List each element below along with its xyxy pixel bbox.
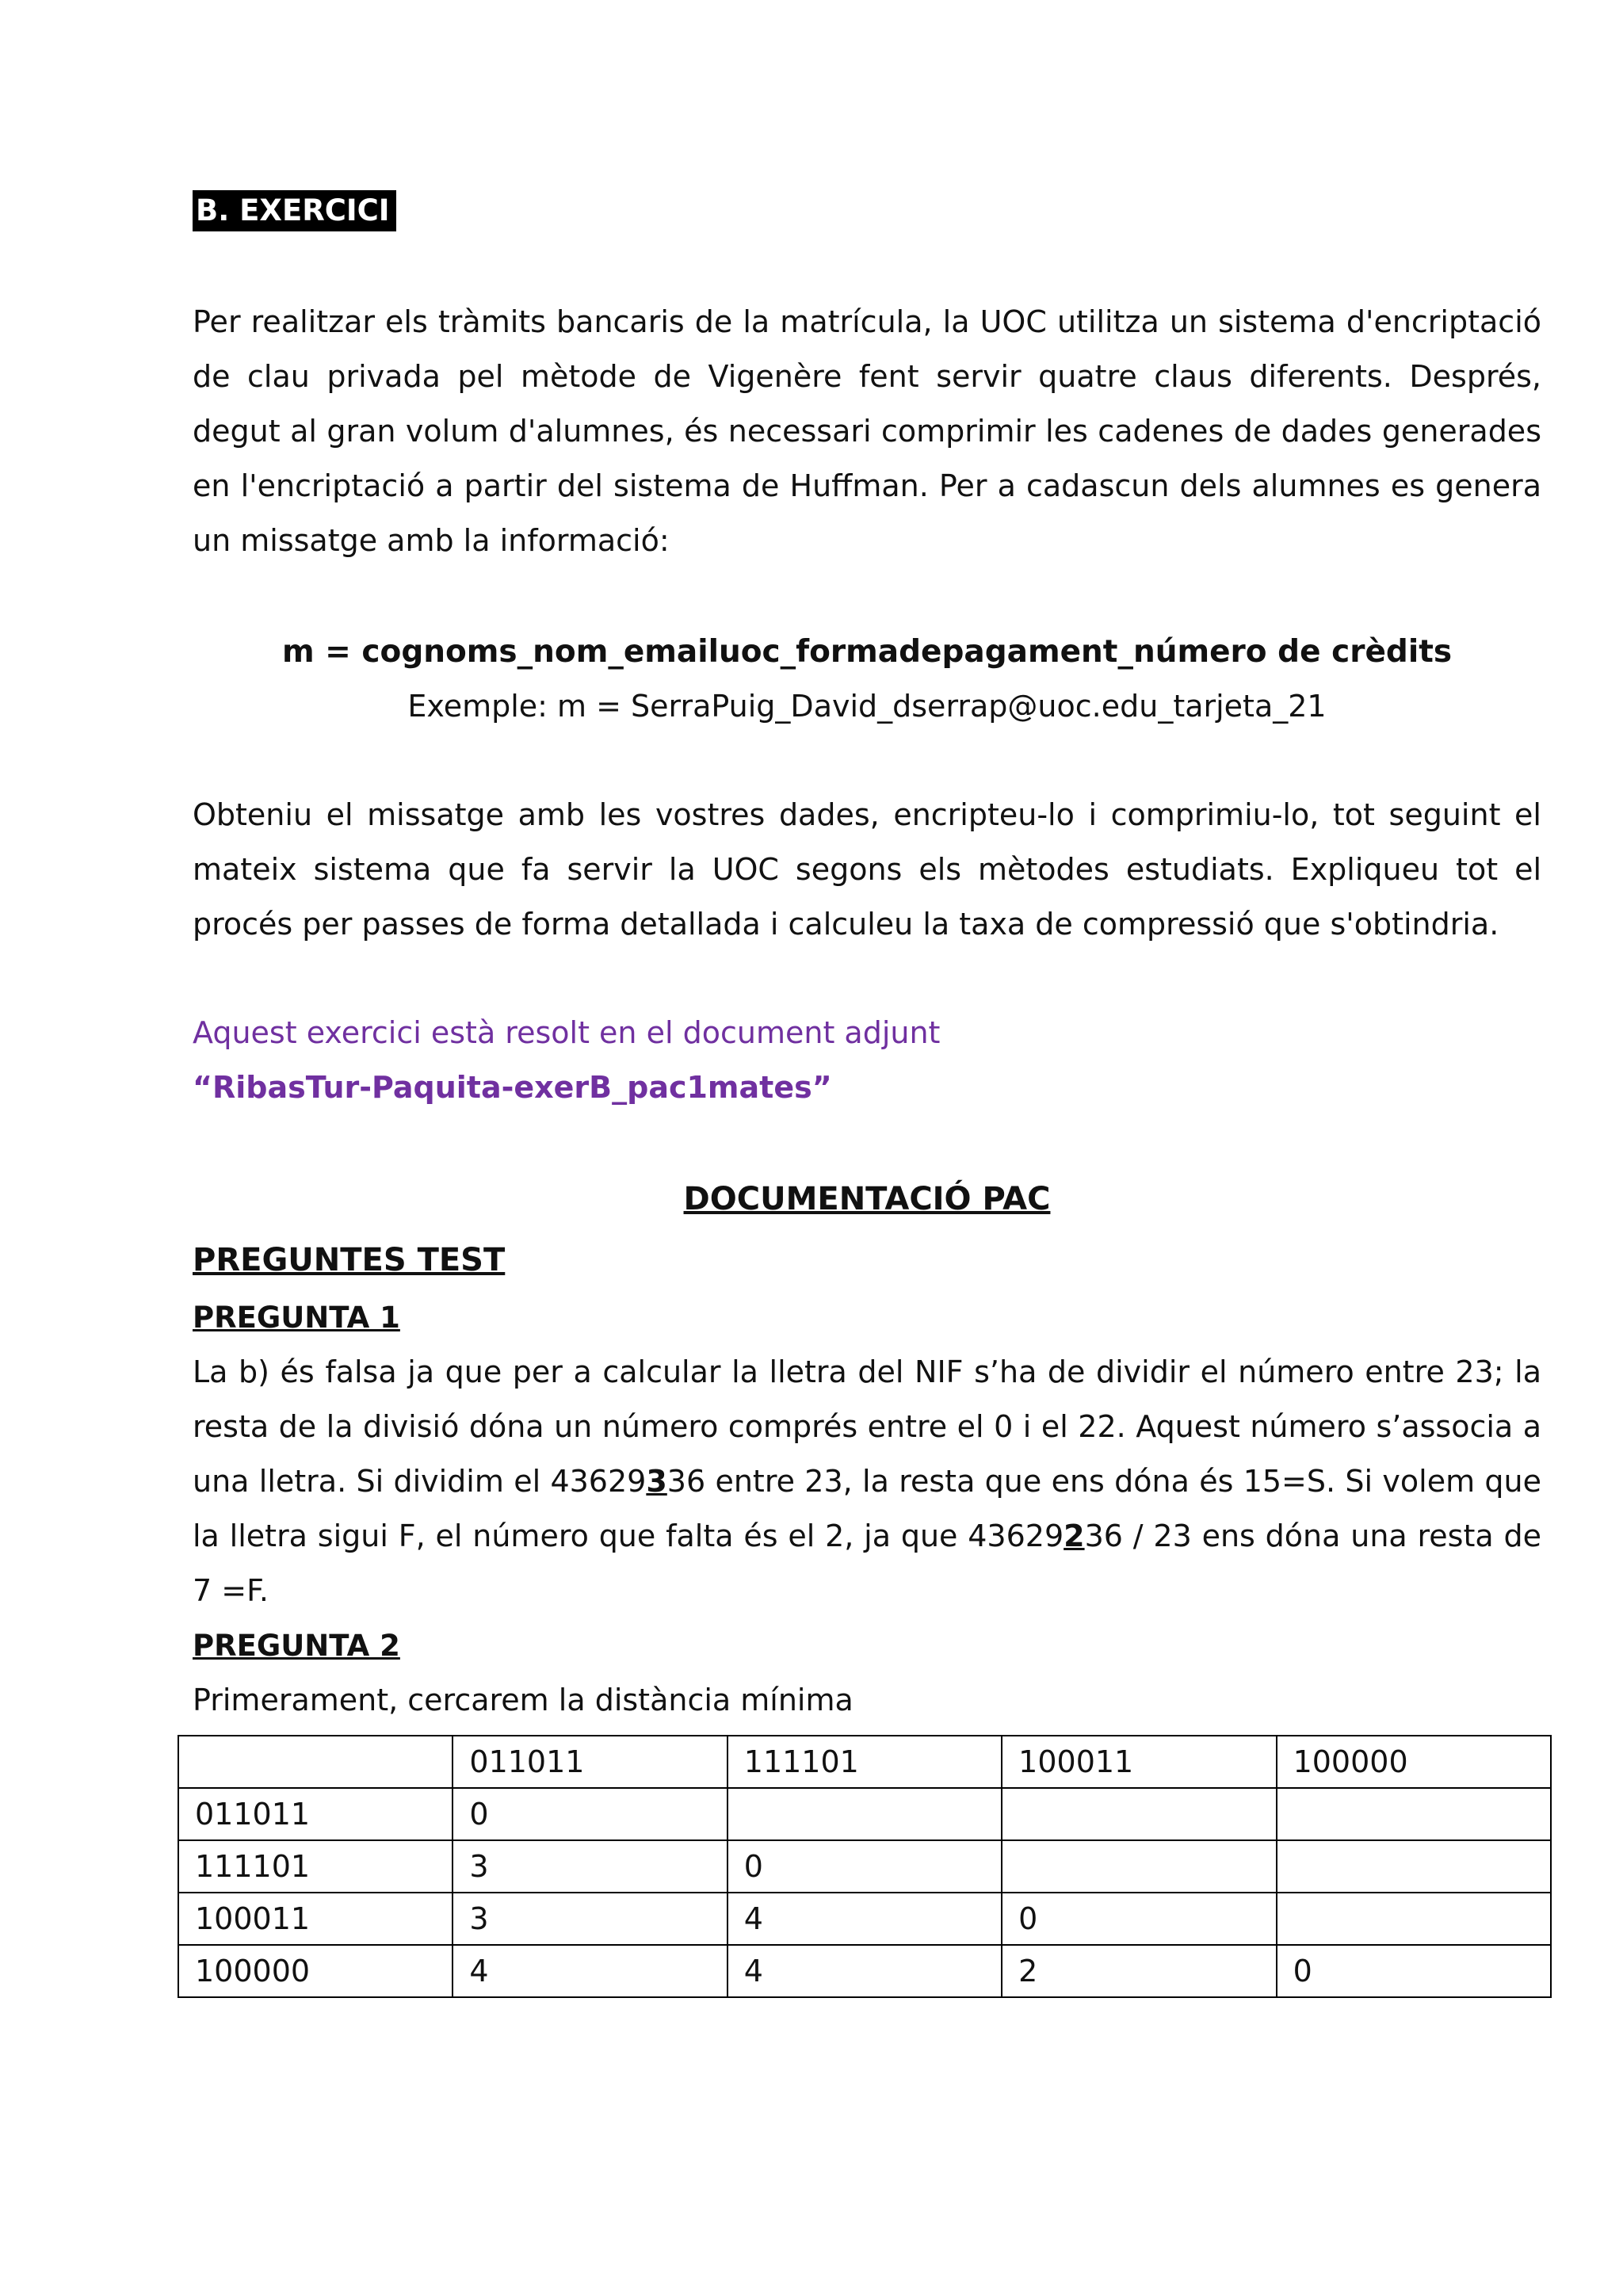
question-2-intro: Primerament, cercarem la distància mínima bbox=[193, 1683, 854, 1717]
table-cell: 0 bbox=[1002, 1893, 1276, 1945]
question-1-text-b: 36 entre 23, la resta que ens dóna és 15=S. Si volem que la lletra sigui F, el número que falta és el 2, ja que 43629 bbox=[193, 1464, 1541, 1553]
table-cell: 2 bbox=[1002, 1945, 1276, 1997]
section-label: B. EXERCICI bbox=[193, 190, 396, 231]
table-cell bbox=[1002, 1840, 1276, 1893]
table-cell bbox=[727, 1788, 1002, 1840]
table-header-row bbox=[178, 1736, 1551, 1788]
table-row bbox=[178, 1945, 1551, 1997]
table-row bbox=[178, 1840, 1551, 1893]
table-cell: 3 bbox=[453, 1893, 727, 1945]
solution-file-name: “RibasTur-Paquita-exerB_pac1mates” bbox=[193, 1070, 832, 1105]
message-example: Exemple: m = SerraPuig_David_dserrap@uoc.edu_tarjeta_21 bbox=[407, 689, 1327, 724]
table-cell: 3 bbox=[453, 1840, 727, 1893]
table-cell: 4 bbox=[453, 1945, 727, 1997]
table-row-label: 011011 bbox=[178, 1788, 453, 1840]
table-cell bbox=[1277, 1788, 1551, 1840]
table-header-cell: 100000 bbox=[1277, 1736, 1551, 1788]
table-cell: 0 bbox=[727, 1840, 1002, 1893]
table-cell: 0 bbox=[453, 1788, 727, 1840]
question-1-text-c: 36 / 23 ens dóna una resta de 7 =F. bbox=[193, 1519, 1541, 1608]
message-formula: m = cognoms_nom_emailuoc_formadepagament_número de crèdits bbox=[281, 634, 1453, 670]
task-paragraph: Obteniu el missatge amb les vostres dades, encripteu-lo i comprimiu-lo, tot seguint el mateix sistema que fa servir la UOC segons els mètodes estudiats. Expliqueu tot el procés per passes de forma detallada i calculeu la taxa de compressió que s'obtindria. bbox=[193, 797, 1541, 942]
question-1-answer bbox=[193, 1345, 1541, 1618]
question-1-text-a: La b) és falsa ja que per a calcular la lletra del NIF s’ha de dividir el número entre 23; la resta de la divisió dóna un número comprés entre el 0 i el 22. Aquest número s’associa a una lletra. Si dividim el 43629 bbox=[193, 1354, 1541, 1499]
table-row bbox=[178, 1788, 1551, 1840]
intro-paragraph: Per realitzar els tràmits bancaris de la matrícula, la UOC utilitza un sistema d'encriptació de clau privada pel mètode de Vigenère fent servir quatre claus diferents. Després, degut al gran volum d'alumnes, és necessari comprimir les cadenes de dades generades en l'encriptació a partir del sistema de Huffman. Per a cadascun dels alumnes es genera un missatge amb la informació: bbox=[193, 304, 1541, 558]
table-row-label: 100011 bbox=[178, 1893, 453, 1945]
table-cell bbox=[1277, 1840, 1551, 1893]
question-1-digit-a: 3 bbox=[646, 1464, 667, 1499]
question-1-digit-b: 2 bbox=[1064, 1519, 1085, 1553]
table-cell bbox=[1277, 1893, 1551, 1945]
documentation-title: DOCUMENTACIÓ PAC bbox=[683, 1181, 1051, 1217]
hamming-distance-table bbox=[178, 1735, 1552, 1998]
question-2-title: PREGUNTA 2 bbox=[193, 1629, 400, 1663]
table-header-cell: 011011 bbox=[453, 1736, 727, 1788]
table-cell: 4 bbox=[727, 1893, 1002, 1945]
table-header-cell bbox=[178, 1736, 453, 1788]
table-cell: 4 bbox=[727, 1945, 1002, 1997]
test-questions-title: PREGUNTES TEST bbox=[193, 1242, 506, 1278]
distance-table-body bbox=[178, 1736, 1551, 1997]
table-row bbox=[178, 1893, 1551, 1945]
table-header-cell: 100011 bbox=[1002, 1736, 1276, 1788]
table-row-label: 100000 bbox=[178, 1945, 453, 1997]
table-cell bbox=[1002, 1788, 1276, 1840]
table-header-cell: 111101 bbox=[727, 1736, 1002, 1788]
solution-note: Aquest exercici està resolt en el document adjunt bbox=[193, 1015, 941, 1050]
table-row-label: 111101 bbox=[178, 1840, 453, 1893]
question-1-title: PREGUNTA 1 bbox=[193, 1301, 400, 1335]
table-cell: 0 bbox=[1277, 1945, 1551, 1997]
